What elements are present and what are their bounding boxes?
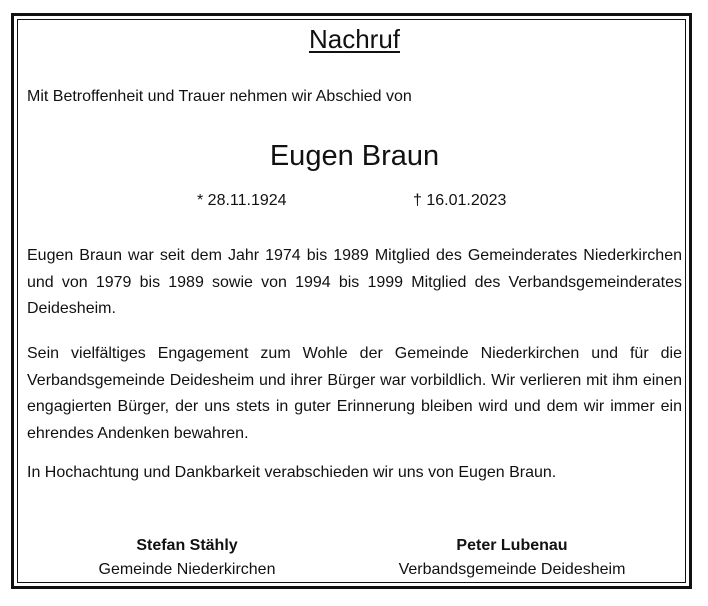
signature-left — [72, 534, 302, 582]
death-date: † 16.01.2023 — [413, 192, 507, 209]
signature-organization: Verbandsgemeinde Deidesheim — [398, 561, 626, 578]
paragraph-engagement: Sein vielfältiges Engagement zum Wohle der Gemeinde Niederkirchen und für die Verbandsgemeinde Deidesheim und ihrer Bürger war vorbildlich. Wir verlieren mit ihm einen engagierten Bürger, der uns stets in guter Erinnerung bleiben wird und dem wir immer ein ehrendes Andenken bewahren. — [27, 345, 682, 443]
intro-text: Mit Betroffenheit und Trauer nehmen wir Abschied von — [27, 88, 412, 105]
notice-heading: Nachruf — [308, 24, 401, 54]
deceased-name: Eugen Braun — [269, 140, 440, 172]
closing-text: In Hochachtung und Dankbarkeit verabschieden wir uns von Eugen Braun. — [27, 464, 557, 481]
signature-organization: Gemeinde Niederkirchen — [98, 561, 276, 578]
paragraph-council-membership: Eugen Braun war seit dem Jahr 1974 bis 1989 Mitglied des Gemeinderates Niederkirchen und von 1979 bis 1989 sowie von 1994 bis 1999 Mitglied des Verbandsgemeinderates Deidesheim. — [27, 247, 682, 318]
signature-name: Stefan Stähly — [136, 537, 238, 554]
signature-name: Peter Lubenau — [456, 537, 568, 554]
signature-right — [367, 534, 657, 582]
birth-date: * 28.11.1924 — [197, 192, 287, 209]
